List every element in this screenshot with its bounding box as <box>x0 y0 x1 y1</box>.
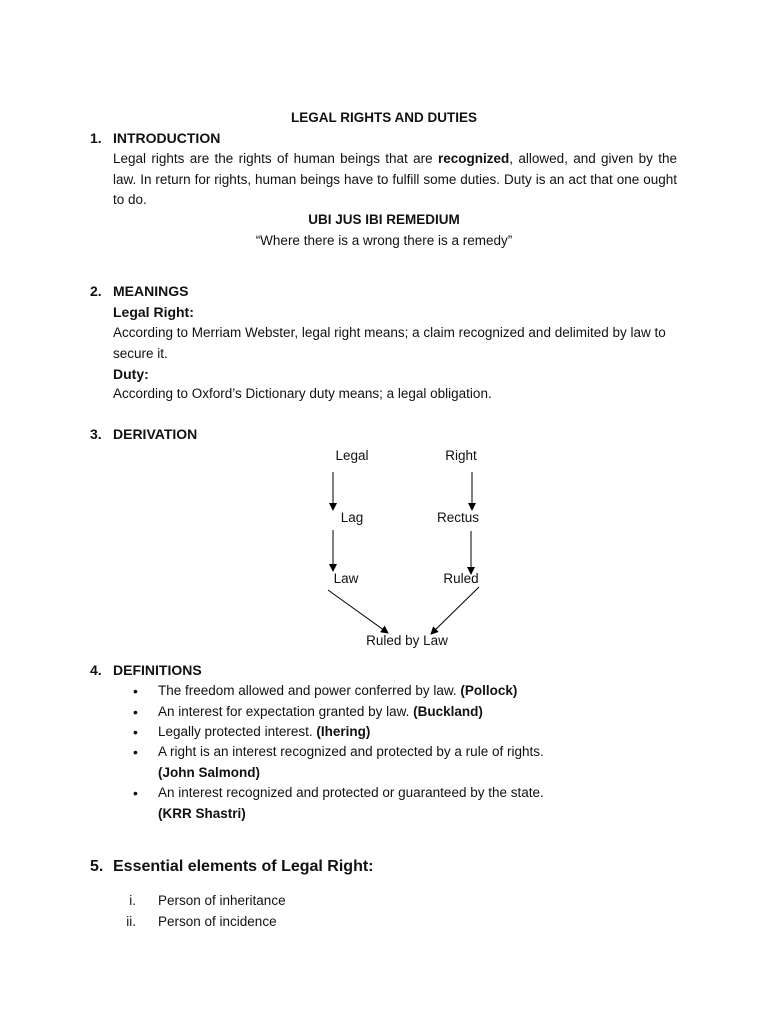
introduction-paragraph <box>113 149 677 211</box>
section-number-4: 4. <box>90 662 102 678</box>
section-heading-essential-elements: Essential elements of Legal Right: <box>113 858 374 875</box>
bullet-icon: • <box>133 785 138 801</box>
legal-right-label: Legal Right: <box>113 304 194 320</box>
derivation-left-3: Law <box>333 571 359 586</box>
definition-source: (Buckland) <box>413 704 483 719</box>
bullet-icon: • <box>133 724 138 740</box>
intro-text-start: Legal rights are the rights of human beings that are <box>113 151 438 166</box>
definition-item-1 <box>158 681 517 701</box>
legal-right-meaning: According to Merriam Webster, legal right means; a claim recognized and delimited by law to secure it. <box>113 325 666 361</box>
section-heading-introduction: INTRODUCTION <box>113 130 221 146</box>
definition-item-4-text: A right is an interest recognized and protected by a rule of rights. <box>158 744 544 759</box>
definition-text: The freedom allowed and power conferred by law. <box>158 683 461 698</box>
section-heading-meanings: MEANINGS <box>113 283 189 299</box>
bullet-icon: • <box>133 683 138 699</box>
derivation-right-2: Rectus <box>436 510 480 525</box>
maxim-translation: “Where there is a wrong there is a remedy” <box>255 233 513 248</box>
derivation-right-1: Right <box>445 448 477 463</box>
definition-item-2 <box>158 702 483 722</box>
duty-label: Duty: <box>113 366 149 382</box>
section-number-2: 2. <box>90 283 102 299</box>
element-marker-1: i. <box>129 893 136 908</box>
element-item-1: Person of inheritance <box>158 893 286 908</box>
definition-item-3 <box>158 722 370 742</box>
bullet-icon: • <box>133 744 138 760</box>
bullet-icon: • <box>133 704 138 720</box>
section-number-3: 3. <box>90 426 102 442</box>
derivation-diagram <box>300 440 520 660</box>
derivation-right-3: Ruled <box>443 571 479 586</box>
definition-item-5-text: An interest recognized and protected or guaranteed by the state. <box>158 785 544 800</box>
arrow-ruled-to-result <box>431 587 479 634</box>
maxim-heading: UBI JUS IBI REMEDIUM <box>308 212 460 227</box>
section-number-5: 5. <box>90 858 104 875</box>
derivation-result: Ruled by Law <box>366 633 448 648</box>
section-number-1: 1. <box>90 130 102 146</box>
page-title: LEGAL RIGHTS AND DUTIES <box>290 110 477 125</box>
derivation-left-1: Legal <box>335 448 369 463</box>
definition-source: (Ihering) <box>316 724 371 739</box>
definition-text: Legally protected interest. <box>158 724 317 739</box>
section-heading-definitions: DEFINITIONS <box>113 662 202 678</box>
arrow-law-to-result <box>328 590 388 633</box>
duty-meaning: According to Oxford’s Dictionary duty means; a legal obligation. <box>113 386 492 401</box>
intro-text-end: , allowed, and given by the law. In return for rights, human beings have to fulfill some duties. Duty is an act that one ought to do. <box>113 151 677 207</box>
element-item-2: Person of incidence <box>158 914 277 929</box>
element-marker-2: ii. <box>126 914 136 929</box>
definition-source: (Pollock) <box>460 683 518 698</box>
definition-item-4-source: (John Salmond) <box>158 765 260 780</box>
intro-text-bold: recognized <box>437 151 510 166</box>
derivation-left-2: Lag <box>340 510 364 525</box>
definition-item-5-source: (KRR Shastri) <box>158 806 246 821</box>
section-heading-derivation: DERIVATION <box>113 426 198 442</box>
definition-text: An interest for expectation granted by law. <box>158 704 414 719</box>
